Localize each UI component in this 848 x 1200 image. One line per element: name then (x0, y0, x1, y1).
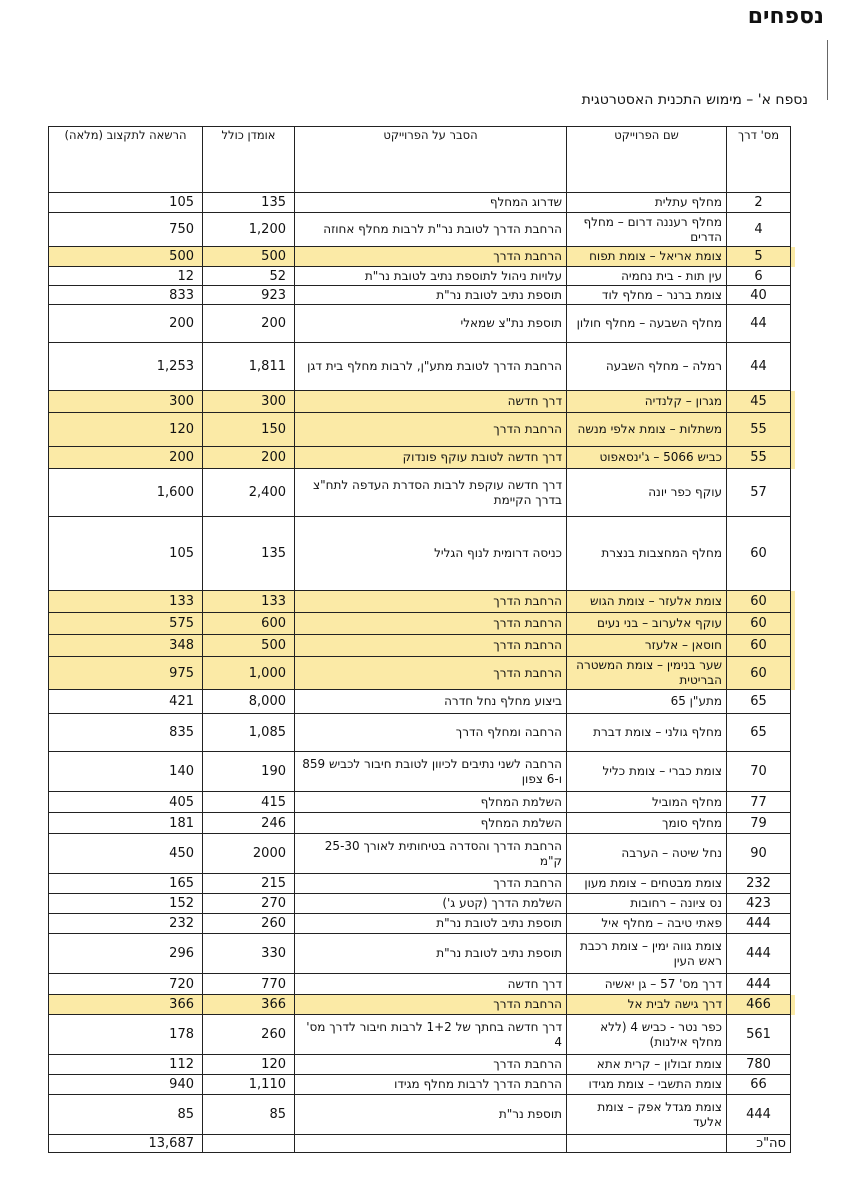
road-number: 66 (727, 1075, 791, 1095)
project-description: הרחבת הדרך (295, 413, 567, 447)
road-number: 4 (727, 213, 791, 247)
budget-authorization: 833 (49, 286, 203, 305)
road-number: 60 (727, 591, 791, 613)
total-estimate: 500 (203, 247, 295, 267)
project-name: מחלף השבעה – מחלף חולון (567, 305, 727, 343)
budget-authorization: 300 (49, 391, 203, 413)
project-description: הרחבת הדרך (295, 1055, 567, 1075)
total-estimate: 260 (203, 914, 295, 934)
table-row (49, 1095, 791, 1135)
road-number: 232 (727, 874, 791, 894)
project-description: דרך חדשה לטובת עוקף פונדוק (295, 447, 567, 469)
total-row (49, 1135, 791, 1153)
budget-authorization: 105 (49, 193, 203, 213)
table-row (49, 813, 791, 834)
header-road-number: מס' דרך (727, 127, 791, 193)
project-name: עוקף אלערוב – בני נעים (567, 613, 727, 635)
total-estimate: 246 (203, 813, 295, 834)
budget-authorization: 200 (49, 305, 203, 343)
road-number: 60 (727, 517, 791, 591)
project-name: נחל שיטה – הערבה (567, 834, 727, 874)
project-name: מחלף המחצבות בנצרת (567, 517, 727, 591)
highlighter-mark (791, 591, 795, 613)
budget-authorization: 232 (49, 914, 203, 934)
table-row (49, 343, 791, 391)
project-name: שער בנימין – צומת המשטרה הבריטית (567, 657, 727, 690)
total-estimate: 923 (203, 286, 295, 305)
road-number: 444 (727, 934, 791, 974)
project-description: דרך חדשה עוקפת לרבות הסדרת העדפה לתח"צ בדרך הקיימת (295, 469, 567, 517)
total-estimate: 150 (203, 413, 295, 447)
road-number: 2 (727, 193, 791, 213)
project-name: מגרון – קלנדיה (567, 391, 727, 413)
project-description: הרחבת הדרך (295, 591, 567, 613)
road-number: 65 (727, 714, 791, 752)
project-name: כפר נטר - כביש 4 (ללא מחלף אילנות) (567, 1015, 727, 1055)
project-name: צומת זבולון – קרית אתא (567, 1055, 727, 1075)
budget-authorization: 296 (49, 934, 203, 974)
table-row (49, 914, 791, 934)
project-name: מחלף גולני – צומת דברת (567, 714, 727, 752)
road-number: 5 (727, 247, 791, 267)
total-estimate: 1,000 (203, 657, 295, 690)
budget-authorization: 348 (49, 635, 203, 657)
road-number: 77 (727, 792, 791, 813)
total-estimate: 1,110 (203, 1075, 295, 1095)
budget-authorization: 1,253 (49, 343, 203, 391)
highlighter-mark (791, 413, 795, 447)
road-number: 444 (727, 914, 791, 934)
project-name: צומת התשבי – צומת מגידו (567, 1075, 727, 1095)
total-estimate: 500 (203, 635, 295, 657)
total-estimate: 200 (203, 447, 295, 469)
page-title: נספחים (747, 4, 824, 29)
highlighter-mark (791, 657, 795, 690)
highlighter-mark (791, 447, 795, 469)
budget-authorization: 421 (49, 690, 203, 714)
budget-authorization: 405 (49, 792, 203, 813)
highlighter-mark (791, 391, 795, 413)
project-description: כניסה דרומית לנוף הגליל (295, 517, 567, 591)
project-description: תוספת נתיב לטובת נר"ת (295, 934, 567, 974)
budget-authorization: 165 (49, 874, 203, 894)
budget-authorization: 120 (49, 413, 203, 447)
project-name: נס ציונה – רחובות (567, 894, 727, 914)
road-number: 90 (727, 834, 791, 874)
budget-authorization: 12 (49, 267, 203, 286)
budget-authorization: 450 (49, 834, 203, 874)
table-row (49, 1075, 791, 1095)
project-description: השלמת הדרך (קטע ג') (295, 894, 567, 914)
road-number: 70 (727, 752, 791, 792)
project-name: צומת כברי – צומת כליל (567, 752, 727, 792)
table-row (49, 690, 791, 714)
table-row (49, 413, 791, 447)
budget-authorization: 178 (49, 1015, 203, 1055)
appendix-subtitle: נספח א' – מימוש התכנית האסטרטגית (581, 92, 808, 108)
project-description: הרחבת הדרך (295, 635, 567, 657)
total-estimate: 2,400 (203, 469, 295, 517)
project-description: דרך חדשה (295, 974, 567, 995)
total-estimate: 85 (203, 1095, 295, 1135)
budget-authorization: 105 (49, 517, 203, 591)
table-row (49, 995, 791, 1015)
table-row (49, 305, 791, 343)
budget-authorization: 140 (49, 752, 203, 792)
total-estimate: 1,200 (203, 213, 295, 247)
budget-authorization: 750 (49, 213, 203, 247)
road-number: 60 (727, 613, 791, 635)
header-project-description: הסבר על הפרוייקט (295, 127, 567, 193)
project-description: הרחבה לשני נתיבים לכיוון לטובת חיבור לכביש 859 ו-6 צפון (295, 752, 567, 792)
road-number: 444 (727, 1095, 791, 1135)
project-description: השלמת המחלף (295, 792, 567, 813)
total-estimate: 366 (203, 995, 295, 1015)
project-description: הרחבת הדרך לטובת מתע"ן, לרבות מחלף בית דגן (295, 343, 567, 391)
project-description: הרחבת הדרך (295, 874, 567, 894)
table-row (49, 874, 791, 894)
total-estimate: 600 (203, 613, 295, 635)
project-description: הרחבת הדרך והסדרה בטיחותית לאורך 25-30 ק"מ (295, 834, 567, 874)
table-row (49, 1055, 791, 1075)
project-description: תוספת נתיב לטובת נר"ת (295, 914, 567, 934)
total-authorization: 13,687 (49, 1135, 203, 1153)
project-name: צומת אלעזר – צומת הגוש (567, 591, 727, 613)
budget-authorization: 720 (49, 974, 203, 995)
road-number: 55 (727, 447, 791, 469)
table-row (49, 267, 791, 286)
table-row (49, 517, 791, 591)
highlighter-mark (791, 613, 795, 635)
table-row (49, 1015, 791, 1055)
table-row (49, 752, 791, 792)
project-name: חוסאן – אלעזר (567, 635, 727, 657)
budget-authorization: 181 (49, 813, 203, 834)
road-number: 57 (727, 469, 791, 517)
project-name: משתלות – צומת אלפי מנשה (567, 413, 727, 447)
project-description: תוספת נת"צ שמאלי (295, 305, 567, 343)
table-row (49, 286, 791, 305)
total-empty-cell (203, 1135, 295, 1153)
project-description: דרך חדשה (295, 391, 567, 413)
total-estimate: 260 (203, 1015, 295, 1055)
project-description: הרחבת הדרך (295, 247, 567, 267)
projects-table (48, 126, 791, 1153)
table-row (49, 792, 791, 813)
table-row (49, 834, 791, 874)
table-row (49, 469, 791, 517)
road-number: 79 (727, 813, 791, 834)
project-description: תוספת נר"ת (295, 1095, 567, 1135)
budget-authorization: 500 (49, 247, 203, 267)
total-empty-cell (295, 1135, 567, 1153)
total-estimate: 415 (203, 792, 295, 813)
road-number: 60 (727, 657, 791, 690)
total-estimate: 2000 (203, 834, 295, 874)
total-estimate: 330 (203, 934, 295, 974)
table-row (49, 591, 791, 613)
budget-authorization: 366 (49, 995, 203, 1015)
budget-authorization: 835 (49, 714, 203, 752)
table-row (49, 934, 791, 974)
header-budget-authorization: הרשאה לתקצוב (מלאה) (49, 127, 203, 193)
budget-authorization: 133 (49, 591, 203, 613)
project-description: הרחבת הדרך לרבות מחלף מגידו (295, 1075, 567, 1095)
highlighter-mark (791, 635, 795, 657)
table-header-row (49, 127, 791, 193)
total-estimate: 215 (203, 874, 295, 894)
budget-authorization: 200 (49, 447, 203, 469)
project-name: עוקף כפר יונה (567, 469, 727, 517)
project-description: הרחבת הדרך לטובת נר"ת לרבות מחלף אחוזה (295, 213, 567, 247)
project-name: מחלף עתלית (567, 193, 727, 213)
project-name: רמלה – מחלף השבעה (567, 343, 727, 391)
table-row (49, 447, 791, 469)
project-description: הרחבת הדרך (295, 657, 567, 690)
project-name: דרך גישה לבית אל (567, 995, 727, 1015)
project-name: צומת מגדל אפק – צומת אלעד (567, 1095, 727, 1135)
road-number: 60 (727, 635, 791, 657)
project-name: כביש 5066 – ג'ינסאפוט (567, 447, 727, 469)
road-number: 44 (727, 343, 791, 391)
table-row (49, 894, 791, 914)
road-number: 45 (727, 391, 791, 413)
budget-authorization: 85 (49, 1095, 203, 1135)
project-name: צומת גווה ימין – צומת רכבת ראש העין (567, 934, 727, 974)
table-row (49, 657, 791, 690)
road-number: 444 (727, 974, 791, 995)
table-row (49, 247, 791, 267)
total-estimate: 1,811 (203, 343, 295, 391)
total-estimate: 8,000 (203, 690, 295, 714)
table-row (49, 613, 791, 635)
header-total-estimate: אומדן כולל (203, 127, 295, 193)
road-number: 780 (727, 1055, 791, 1075)
road-number: 466 (727, 995, 791, 1015)
project-description: תוספת נתיב לטובת נר"ת (295, 286, 567, 305)
project-name: צומת אריאל – צומת תפוח (567, 247, 727, 267)
total-estimate: 300 (203, 391, 295, 413)
total-empty-cell (567, 1135, 727, 1153)
total-estimate: 52 (203, 267, 295, 286)
table-row (49, 391, 791, 413)
road-number: 6 (727, 267, 791, 286)
total-label: סה"כ (727, 1135, 791, 1153)
road-number: 55 (727, 413, 791, 447)
table-row (49, 974, 791, 995)
total-estimate: 135 (203, 193, 295, 213)
highlighter-mark (791, 995, 795, 1015)
total-estimate: 135 (203, 517, 295, 591)
project-description: הרחבה ומחלף הדרך (295, 714, 567, 752)
total-estimate: 770 (203, 974, 295, 995)
budget-authorization: 152 (49, 894, 203, 914)
budget-authorization: 1,600 (49, 469, 203, 517)
total-estimate: 190 (203, 752, 295, 792)
page-edge-line (827, 40, 828, 100)
budget-authorization: 975 (49, 657, 203, 690)
project-description: הרחבת הדרך (295, 995, 567, 1015)
table-row (49, 714, 791, 752)
total-estimate: 120 (203, 1055, 295, 1075)
project-description: השלמת המחלף (295, 813, 567, 834)
budget-authorization: 940 (49, 1075, 203, 1095)
total-estimate: 270 (203, 894, 295, 914)
project-name: מחלף המוביל (567, 792, 727, 813)
budget-authorization: 112 (49, 1055, 203, 1075)
total-estimate: 1,085 (203, 714, 295, 752)
budget-authorization: 575 (49, 613, 203, 635)
table-row (49, 213, 791, 247)
highlighter-mark (791, 247, 795, 267)
header-project-name: שם הפרוייקט (567, 127, 727, 193)
road-number: 65 (727, 690, 791, 714)
road-number: 561 (727, 1015, 791, 1055)
project-name: מתע"ן 65 (567, 690, 727, 714)
project-name: צומת מבטחים – צומת מעון (567, 874, 727, 894)
project-description: הרחבת הדרך (295, 613, 567, 635)
road-number: 44 (727, 305, 791, 343)
total-estimate: 133 (203, 591, 295, 613)
road-number: 40 (727, 286, 791, 305)
project-name: מחלף רעננה דרום – מחלף הדרים (567, 213, 727, 247)
road-number: 423 (727, 894, 791, 914)
total-estimate: 200 (203, 305, 295, 343)
table-row (49, 193, 791, 213)
project-name: דרך מס' 57 – גן יאשיה (567, 974, 727, 995)
project-name: מחלף סומך (567, 813, 727, 834)
project-description: שדרוג המחלף (295, 193, 567, 213)
project-name: עין תות - בית נחמיה (567, 267, 727, 286)
project-description: עלויות ניהול לתוספת נתיב לטובת נר"ת (295, 267, 567, 286)
project-description: דרך חדשה בחתך של 1+2 לרבות חיבור לדרך מס' 4 (295, 1015, 567, 1055)
table-row (49, 635, 791, 657)
project-name: פאתי טיבה – מחלף איל (567, 914, 727, 934)
project-description: ביצוע מחלף נחל חדרה (295, 690, 567, 714)
project-name: צומת ברנר – מחלף לוד (567, 286, 727, 305)
